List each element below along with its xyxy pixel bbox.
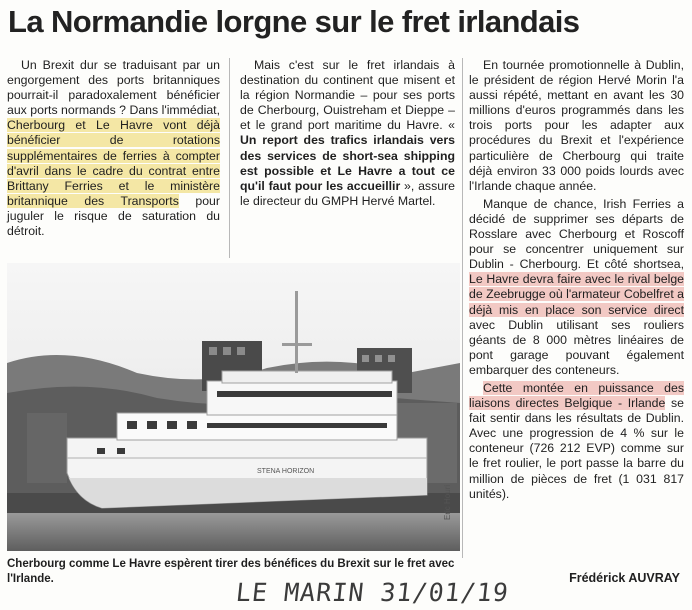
paragraph [7,58,220,239]
text-run: Mais c'est sur le fret irlandais à destination du continent que misent et la région Normandie – pour ses ports de Cherbourg, Ouistreham et Dieppe – et le grand port maritime du Havre. « [240,58,455,133]
text-run: pour juguler le risque de saturation du détroit. [7,193,220,239]
photo-credit: Eric Houri [443,484,452,520]
text-run: », assure le directeur du GMPH Hervé Martel. [240,178,455,208]
highlighted-text: Le Havre devra faire avec le rival belge de Zeebrugge où l'armateur Cobelfret a déjà mis en place son service direct [469,272,684,317]
column-3 [469,58,684,502]
paragraph: En tournée promotionnelle à Dublin, le président de région Hervé Morin l'a aussi répété, mettant en avant les 30 millions d'euros programmés dans les trois ports pour les adapter aux procédures du Brexit et l'expérience particulière de Cherbourg qui traite déjà environ 33 000 poids lourds avec l'Irlande chaque année. [469,58,684,193]
highlighted-text: Cette montée en puissance des liaisons directes Belgique - Irlande [469,380,684,411]
highlighted-text: Cherbourg et Le Havre vont déjà bénéficier de rotations supplémentaires de ferries à compter d'avril dans le cadre du contrat entre Brittany Ferries et le ministère britannique des Transports [7,118,220,208]
bold-quote: Un report des trafics irlandais vers des services de short-sea shipping est possible et Le Havre a tout ce qu'il faut pour les accueillir [240,133,455,193]
paragraph [469,197,684,378]
paragraph [240,58,455,209]
author-byline: Frédérick AUVRAY [569,571,680,585]
text-run: avec Dublin utilisant ses rouliers géants de 8 000 mètres linéaires de pont garage pouvant également embarquer des conteneurs. [469,317,684,377]
column-2 [240,58,455,209]
text-run: Manque de chance, Irish Ferries a décidé de supprimer ses départs de Rosslare avec Cherbourg et Roscoff pour se concentrer uniquement sur Dublin - Cherbourg. Et côté shortsea, [469,196,684,272]
headline: La Normandie lorgne sur le fret irlandais [8,4,580,39]
ship-name: STENA HORIZON [257,468,315,475]
ferry-photo [7,263,460,551]
column-divider [462,58,463,558]
paragraph [469,381,684,502]
text-run: se fait sentir dans les résultats de Dublin. Avec une progression de 4 % sur le conteneur (726 212 EVP) comme sur le fret roulier, le port passe la barre du million de pièces de fret (1 031 817 unités). [469,396,684,501]
handwritten-source-stamp: LE MARIN 31/01/19 [234,578,511,607]
column-divider [229,58,230,258]
text-run: Un Brexit dur se traduisant par un engorgement des ports britanniques pourrait-il paradoxalement bénéficier aux ports normands ? Dans l'immédiat, [7,58,220,118]
column-1 [7,58,220,239]
photo-caption: Cherbourg comme Le Havre espèrent tirer des bénéfices du Brexit sur le fret avec l'Irlande. [7,558,455,585]
